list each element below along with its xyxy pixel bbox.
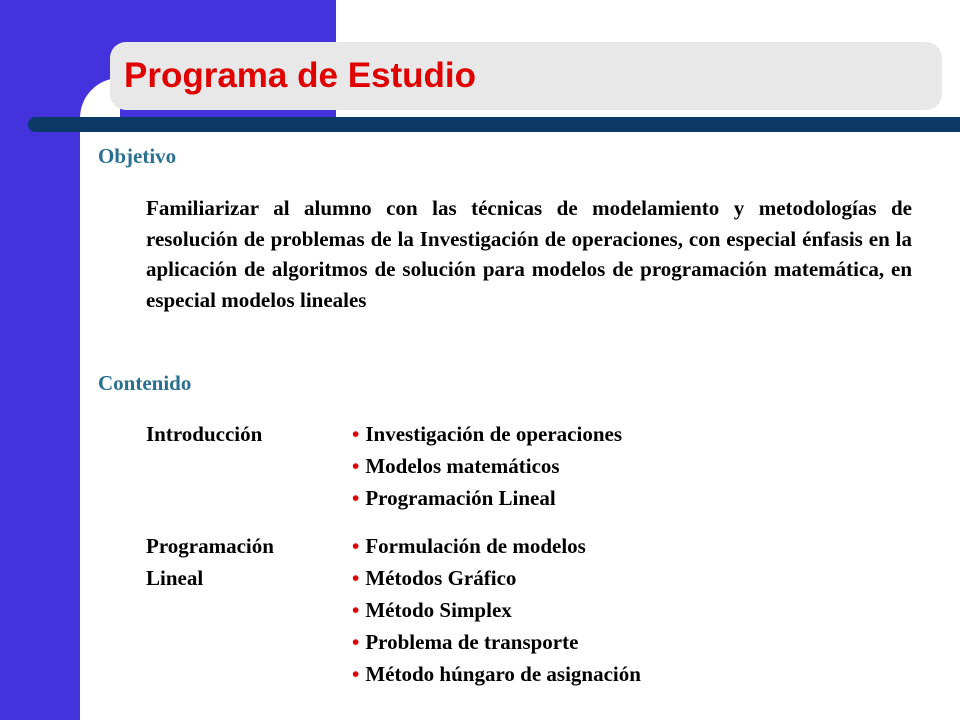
section-topic-programacion-lineal xyxy=(146,530,316,594)
section-items-programacion-lineal xyxy=(352,530,641,690)
list-item xyxy=(352,530,641,562)
section-items-introduccion xyxy=(352,418,622,514)
topic-line: Programación xyxy=(146,534,274,558)
topic-line: Introducción xyxy=(146,422,263,446)
list-item xyxy=(352,626,641,658)
topic-line: Lineal xyxy=(146,566,204,590)
list-item-text: Método Simplex xyxy=(365,598,512,622)
left-sidebar-bar xyxy=(0,0,80,720)
bullet-icon: • xyxy=(352,422,360,446)
bullet-icon: • xyxy=(352,486,360,510)
list-item-text: Métodos Gráfico xyxy=(365,566,517,590)
list-item-text: Problema de transporte xyxy=(365,630,579,654)
contenido-heading: Contenido xyxy=(98,371,192,395)
list-item xyxy=(352,450,622,482)
bullet-icon: • xyxy=(352,566,360,590)
objetivo-text: Familiarizar al alumno con las técnicas de modelamiento y metodologías de resolución de problemas de la Investigación de operaciones, con especial énfasis en la aplicación de algoritmos de solución para modelos de programación matemática, en especial modelos lineales xyxy=(146,196,912,312)
title-underline-rule xyxy=(28,117,960,132)
bullet-icon: • xyxy=(352,454,360,478)
list-item xyxy=(352,562,641,594)
bullet-icon: • xyxy=(352,630,360,654)
objetivo-heading: Objetivo xyxy=(98,144,177,168)
list-item xyxy=(352,418,622,450)
list-item xyxy=(352,658,641,690)
list-item-text: Formulación de modelos xyxy=(365,534,586,558)
list-item-text: Modelos matemáticos xyxy=(365,454,560,478)
bullet-icon: • xyxy=(352,662,360,686)
list-item-text: Programación Lineal xyxy=(365,486,556,510)
section-topic-introduccion xyxy=(146,418,316,450)
list-item xyxy=(352,594,641,626)
bullet-icon: • xyxy=(352,598,360,622)
list-item-text: Método húngaro de asignación xyxy=(365,662,641,686)
list-item xyxy=(352,482,622,514)
bullet-icon: • xyxy=(352,534,360,558)
slide-title: Programa de Estudio xyxy=(124,56,477,95)
list-item-text: Investigación de operaciones xyxy=(365,422,623,446)
